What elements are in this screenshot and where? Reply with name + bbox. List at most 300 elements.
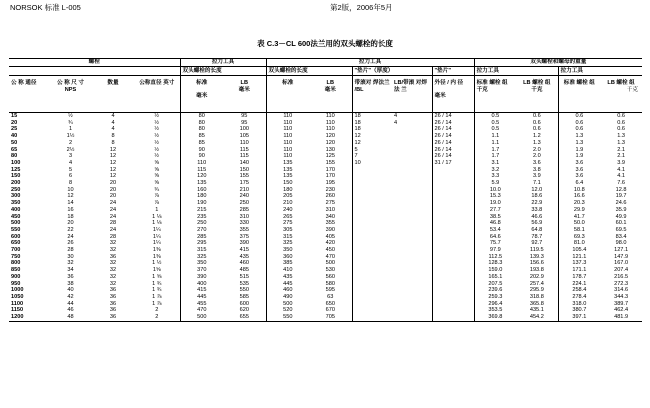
table-row (9, 214, 642, 221)
table-cell (352, 173, 392, 180)
table-cell (392, 227, 432, 234)
table-cell: 0.6 (617, 113, 625, 119)
table-cell: 1.3 (617, 133, 625, 140)
table-cell: 1150 (11, 307, 24, 314)
table-cell: 435 (283, 273, 293, 280)
table-cell: 32 (109, 280, 117, 287)
table-row (9, 227, 642, 234)
table-cell: 64.6 (489, 233, 501, 240)
table-cell: 3.6 (516, 160, 558, 167)
table-cell: 550 (223, 287, 266, 294)
table-cell: 16.6 (573, 193, 585, 200)
table-cell: 100 (11, 159, 21, 166)
table-cell (392, 281, 432, 288)
table-cell: 140 (223, 160, 266, 167)
table-cell: 420 (309, 240, 352, 247)
table-cell: 655 (223, 314, 266, 321)
table-cell: 390 (223, 240, 266, 247)
table-cell (392, 254, 432, 261)
table-cell: 127.1 (614, 247, 629, 254)
group-header-weights: 双头螺栓和螺母的重量 (474, 59, 642, 67)
table-row (9, 187, 642, 194)
table-row (9, 193, 642, 200)
table-cell: 128.3 (488, 260, 503, 267)
table-cell: 900 (11, 273, 21, 280)
table-cell: 165.1 (488, 273, 503, 280)
table-cell: ¾ (68, 119, 73, 126)
table-cell (432, 314, 474, 321)
table-cell: ½ (134, 113, 180, 120)
table-cell: 160 (197, 186, 207, 193)
table-row (9, 254, 642, 261)
table-cell: 20.3 (573, 200, 585, 207)
table-cell: 137.3 (572, 260, 587, 267)
table-cell: 1¼ (134, 234, 180, 241)
table-cell: 112.5 (488, 253, 503, 260)
table-cell: 26 / 14 (432, 120, 474, 127)
table-cell: 207.4 (614, 267, 629, 274)
table-cell: 28 (109, 220, 117, 227)
table-cell: 1200 (9, 314, 49, 321)
table-cell: 15.3 (489, 193, 501, 200)
table-cell: 3.8 (516, 167, 558, 174)
table-cell: 110 (283, 113, 293, 119)
table-cell (352, 214, 392, 221)
table-cell: ½ (68, 113, 73, 119)
table-cell: 296.4 (488, 300, 503, 307)
table-row (9, 307, 642, 314)
table-row (9, 267, 642, 274)
table-cell: 800 (11, 260, 21, 267)
table-cell: 7.6 (617, 180, 625, 187)
table-cell (392, 274, 432, 281)
table-cell: 27.7 (489, 206, 501, 213)
table-cell: 110 (309, 120, 352, 127)
table-cell: 20 (109, 193, 117, 200)
table-cell: 460 (223, 260, 266, 267)
table-cell: 31 / 17 (432, 160, 474, 167)
table-cell: 26 / 14 (432, 126, 474, 133)
table-cell: 270 (197, 226, 207, 233)
table-cell: 369.8 (474, 314, 516, 321)
table-cell: 85 (198, 133, 205, 140)
col-std-length-2: 标准 (266, 76, 309, 113)
table-cell: 0.6 (516, 113, 558, 120)
table-cell: 1000 (11, 287, 24, 294)
table-cell: 3.6 (575, 166, 584, 173)
table-cell: 80 (11, 153, 18, 160)
table-cell (432, 281, 474, 288)
table-cell: 1 (134, 207, 180, 214)
table-cell: 550 (266, 314, 309, 321)
table-cell: 80 (198, 119, 205, 126)
table-cell: 500 (283, 300, 293, 307)
table-cell: 0.5 (491, 113, 500, 119)
table-cell: 600 (223, 301, 266, 308)
table-cell: 200 (11, 180, 21, 187)
table-cell: 535 (223, 281, 266, 288)
table-cell: 22.9 (516, 200, 558, 207)
table-cell: 190 (197, 200, 207, 207)
table-cell: 550 (11, 226, 21, 233)
table-cell: 110 (283, 126, 293, 133)
table-row (9, 274, 642, 281)
subheader-tension-tool-a: 拉力工具 (474, 67, 558, 76)
table-cell: 520 (283, 307, 293, 314)
table-cell (352, 314, 392, 321)
table-cell: 435.1 (516, 307, 558, 314)
table-cell (432, 207, 474, 214)
table-cell: 215 (197, 206, 207, 213)
table-cell: 105 (223, 133, 266, 140)
table-cell (432, 307, 474, 314)
table-cell: 1050 (11, 293, 24, 300)
table-row (9, 301, 642, 308)
table-cell: 24 (109, 213, 117, 220)
table-row (9, 160, 642, 167)
table-cell: 4 (392, 120, 432, 127)
table-cell: 258.4 (572, 287, 587, 294)
table-cell: 5 (354, 146, 358, 153)
table-row (9, 167, 642, 174)
table-cell: 110 (223, 140, 266, 147)
table-cell (432, 193, 474, 200)
table-cell (432, 267, 474, 274)
table-cell: 147.9 (614, 253, 629, 260)
table-cell: 405 (309, 234, 352, 241)
table-cell: 16 (67, 206, 74, 213)
table-cell (432, 167, 474, 174)
table-cell: 1.3 (575, 133, 584, 140)
col-weight-lb-2: LB 螺栓 组 千克 (600, 76, 642, 113)
table-cell: 135 (283, 159, 293, 166)
table-cell: 250 (197, 220, 207, 227)
table-cell: 81.0 (573, 240, 585, 247)
table-cell: 380.7 (572, 307, 587, 314)
table-cell: 295 (197, 240, 207, 247)
table-cell: 24 (109, 226, 117, 233)
table-cell (392, 301, 432, 308)
table-cell: 344.3 (614, 293, 629, 300)
table-cell: 2 (134, 307, 180, 314)
table-cell: 1 ⅞ (134, 294, 180, 301)
table-cell (432, 294, 474, 301)
subheader-stud-length: 双头螺栓的长度 (180, 67, 266, 76)
table-cell: 390 (197, 273, 207, 280)
table-cell: 110 (197, 159, 207, 166)
table-cell: 260 (309, 193, 352, 200)
table-cell: 69.3 (573, 233, 585, 240)
table-cell: 90 (198, 153, 205, 160)
table-cell: 462.4 (614, 307, 629, 314)
table-cell: 18 (354, 113, 361, 119)
table-cell (352, 220, 392, 227)
table-cell (352, 234, 392, 241)
table-cell: 19.0 (489, 200, 501, 207)
table-row (9, 113, 642, 120)
table-cell: 400 (197, 280, 207, 287)
table-cell: 18 (67, 213, 74, 220)
table-cell: 65 (11, 146, 18, 153)
table-cell: 350 (283, 247, 293, 254)
table-cell: 44 (67, 300, 74, 307)
table-cell: 32 (109, 273, 117, 280)
table-cell: 195 (309, 180, 352, 187)
table-cell: 36 (109, 307, 117, 314)
col-quantity: 数量 (92, 76, 134, 113)
table-cell: 1¼ (134, 240, 180, 247)
table-cell: 46 (67, 307, 74, 314)
table-cell: 1.1 (491, 139, 500, 146)
table-cell: 2.1 (617, 146, 625, 153)
table-cell: 1.3 (617, 139, 625, 146)
table-cell: 12.0 (516, 187, 558, 194)
table-cell: 230 (309, 187, 352, 194)
table-cell (392, 234, 432, 241)
table-cell (432, 234, 474, 241)
table-cell: 36 (109, 293, 117, 300)
table-cell (352, 247, 392, 254)
table-cell (392, 240, 432, 247)
table-cell: 12 (67, 193, 74, 200)
table-cell: 3 (68, 153, 73, 160)
table-cell: 315 (283, 233, 293, 240)
table-cell: 32 (109, 247, 117, 254)
subheader-tension-tool-b: 拉力工具 (558, 67, 642, 76)
col-spacer-od-id: 外径 / 内 径 毫米 (432, 76, 474, 113)
table-cell: 2 (134, 314, 180, 321)
table-cell: 25 (11, 126, 18, 133)
table-cell (432, 200, 474, 207)
table-cell: 20 (67, 220, 74, 227)
table-cell (432, 274, 474, 281)
table-cell: 63 (309, 294, 352, 301)
table-cell: 530 (309, 267, 352, 274)
table-cell (392, 147, 432, 154)
table-cell: 92.7 (516, 240, 558, 247)
table-cell (352, 301, 392, 308)
table-cell: 7 (354, 153, 358, 160)
table-cell: 318.0 (572, 300, 587, 307)
table-cell: 2.0 (516, 153, 558, 160)
table-cell: 78.7 (516, 234, 558, 241)
table-cell: 100 (223, 126, 266, 133)
table-cell: 12 (354, 139, 361, 146)
table-cell: ½ (134, 147, 180, 154)
table-cell: 240 (223, 193, 266, 200)
table-cell: 265 (283, 213, 293, 220)
table-cell: 35.9 (615, 206, 627, 213)
table-cell (392, 173, 432, 180)
table-cell: 56.9 (516, 220, 558, 227)
table-cell: 470 (309, 254, 352, 261)
col-weight-lb: LB 螺栓 组 千克 (516, 76, 558, 113)
table-cell: 450 (11, 213, 21, 220)
table-cell: 318.8 (516, 294, 558, 301)
table-cell: 460 (283, 287, 293, 294)
subheader-spacer-thickness: "垫片"（厚度） (352, 67, 432, 76)
table-cell: 115 (223, 147, 266, 154)
col-lb-length: LB 毫米 (223, 76, 266, 113)
table-cell: 0.5 (491, 119, 500, 126)
table-cell: 216.5 (614, 273, 629, 280)
table-cell: 481.9 (600, 314, 642, 321)
table-cell: 12 (109, 159, 117, 166)
table-cell: ½ (134, 133, 180, 140)
table-cell: 28 (67, 247, 74, 254)
table-cell: ⅝ (134, 160, 180, 167)
col-std-length: 标准 毫米 (180, 76, 223, 113)
table-cell: 98.0 (615, 240, 627, 247)
table-cell: 7.1 (516, 180, 558, 187)
table-cell: 450 (309, 247, 352, 254)
table-cell: 500 (11, 220, 21, 227)
table-cell: 20 (109, 180, 117, 187)
table-cell: 135 (283, 166, 293, 173)
table-cell: 30 (67, 253, 74, 260)
table-cell: 130 (309, 147, 352, 154)
table-cell: 1.9 (575, 153, 584, 160)
table-cell: 1 ½ (134, 260, 180, 267)
table-cell: 110 (283, 133, 293, 140)
table-cell (392, 160, 432, 167)
table-cell: 445 (197, 293, 207, 300)
table-cell: ½ (134, 126, 180, 133)
table-cell (352, 240, 392, 247)
table-cell: 275 (309, 200, 352, 207)
table-cell: 14 (67, 200, 74, 207)
table-cell: 121.1 (572, 253, 587, 260)
table-cell: 455 (197, 300, 207, 307)
table-cell: 110 (283, 139, 293, 146)
table-row (9, 207, 642, 214)
table-cell: 3.6 (575, 159, 584, 166)
table-cell (392, 180, 432, 187)
table-cell (352, 227, 392, 234)
group-header-tension-tool: 拉力工具 (180, 59, 266, 67)
table-cell: 1 ¾ (134, 287, 180, 294)
table-cell: 110 (283, 119, 293, 126)
table-cell: 314.6 (614, 287, 629, 294)
table-cell: 389.7 (614, 300, 629, 307)
table-cell: 3.9 (617, 159, 625, 166)
table-cell: 110 (309, 113, 352, 120)
table-cell: 120 (197, 173, 207, 180)
table-cell: 26 / 14 (432, 133, 474, 140)
table-cell (352, 281, 392, 288)
table-cell: 150 (11, 173, 21, 180)
col-nominal-diameter: 公称直径 英寸 (134, 76, 180, 113)
table-cell: 310 (309, 207, 352, 214)
col-spacer-rtj: 带滚对 焊法兰 /BL (352, 76, 392, 113)
table-cell: 350 (11, 200, 21, 207)
col-lb-length-2: LB 毫米 (309, 76, 352, 113)
table-cell (352, 307, 392, 314)
table-cell: 315 (197, 247, 207, 254)
col-weight-std-2: 标准 螺栓 组 (558, 76, 600, 113)
table-cell: 1.3 (575, 139, 584, 146)
table-cell: 1.2 (516, 133, 558, 140)
table-cell: 24 (67, 233, 74, 240)
table-row (9, 180, 642, 187)
table-cell: 750 (11, 253, 21, 260)
table-cell: 5 (68, 166, 73, 173)
table-cell: 1.9 (575, 146, 584, 153)
table-cell: 485 (223, 267, 266, 274)
table-cell: 120 (309, 133, 352, 140)
table-cell: 139.3 (516, 254, 558, 261)
table-cell (432, 220, 474, 227)
table-cell: 8 (111, 139, 115, 146)
table-cell (432, 254, 474, 261)
table-cell: 58.1 (573, 226, 585, 233)
table-cell: 5.9 (491, 180, 500, 187)
table-cell: 515 (223, 274, 266, 281)
table-cell: 28 (109, 233, 117, 240)
table-cell (352, 207, 392, 214)
table-cell: 24.6 (615, 200, 627, 207)
table-cell (352, 267, 392, 274)
table-cell: 26 (67, 240, 74, 247)
table-cell: 80 (198, 113, 205, 119)
table-cell: 38 (67, 280, 74, 287)
table-cell: 12 (109, 153, 117, 160)
table-row (9, 234, 642, 241)
table-cell: 53.4 (489, 226, 501, 233)
table-cell: 75.7 (489, 240, 501, 247)
table-cell (432, 173, 474, 180)
table-cell: 3.6 (575, 173, 584, 180)
table-cell: 580 (309, 281, 352, 288)
table-cell: 110 (283, 146, 293, 153)
table-cell: 125 (309, 153, 352, 160)
table-cell: 97.9 (489, 247, 501, 254)
table-row (9, 287, 642, 294)
table-cell: 46.6 (516, 214, 558, 221)
table-cell: 12.8 (615, 186, 627, 193)
table-cell: 15 (11, 113, 18, 119)
table-cell: 340 (309, 214, 352, 221)
table-cell: 705 (309, 314, 352, 321)
table-cell: 1⅝ (134, 267, 180, 274)
stud-bolt-table (9, 58, 642, 322)
table-cell: 390 (309, 227, 352, 234)
col-nominal-bore: 公 称 通径 (9, 76, 49, 113)
table-cell: 110 (309, 126, 352, 133)
table-cell: 330 (223, 220, 266, 227)
table-cell: 285 (223, 207, 266, 214)
table-cell: 600 (11, 233, 21, 240)
col-spacer-lb: LB/带滚 对焊法 兰 (392, 76, 432, 113)
table-cell: 295.9 (516, 287, 558, 294)
table-cell: 60.1 (615, 220, 627, 227)
table-cell: 36 (109, 253, 117, 260)
table-cell: 4 (111, 113, 115, 119)
table-cell: ⅝ (134, 167, 180, 174)
table-cell: ½ (134, 140, 180, 147)
table-cell: 275 (283, 220, 293, 227)
table-cell: 239.6 (488, 287, 503, 294)
table-row (9, 220, 642, 227)
table-cell: 120 (309, 140, 352, 147)
table-cell: 36 (109, 300, 117, 307)
table-cell: 29.9 (573, 206, 585, 213)
table-cell: 46.8 (489, 220, 501, 227)
table-cell: 325 (283, 240, 293, 247)
table-cell: 400 (11, 206, 21, 213)
table-row (9, 247, 642, 254)
table-cell (392, 153, 432, 160)
